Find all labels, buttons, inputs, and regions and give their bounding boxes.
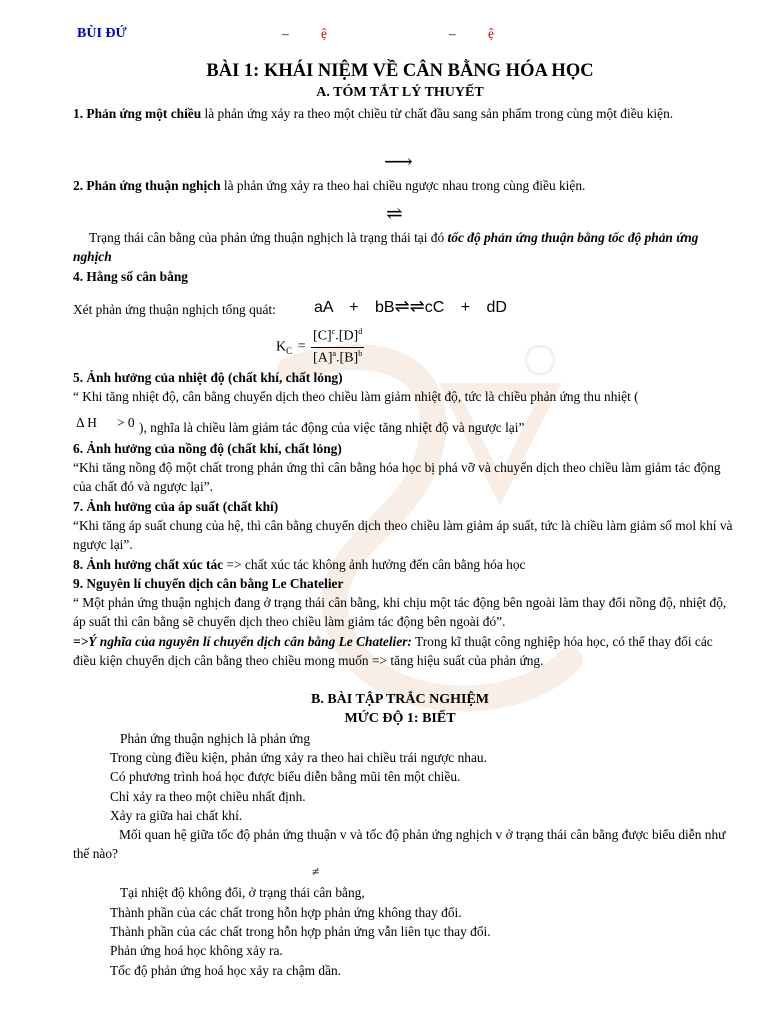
text-5-line-2: ), nghĩa là chiều làm giảm tác động của việc tăng nhiệt độ và ngược lại” (139, 420, 525, 435)
header-mark-1: ệ (321, 26, 327, 41)
header-dash-2: – (449, 26, 456, 41)
text-5-line-1: “ Khi tăng nhiệt độ, cân bằng chuyển dịch theo chiều làm giảm nhiệt độ, tức là chiều phản ứng thu nhiệt ( (73, 389, 639, 404)
question-1-option-d: Xảy ra giữa hai chất khí. (110, 808, 243, 823)
question-1-option-a: Trong cùng điều kiện, phản ứng xảy ra theo hai chiều trái ngược nhau. (110, 750, 487, 765)
reaction-arrow-icon: ⇌⇌ (394, 296, 425, 316)
reactant-a: aA (314, 299, 333, 316)
question-1-option-b: Có phương trình hoá học được biểu diễn bằng mũi tên một chiều. (110, 769, 461, 784)
heading-8: 8. Ảnh hưởng chất xúc tác (73, 557, 224, 572)
paragraph-3 (73, 228, 733, 266)
header-dash-1: – (282, 26, 289, 41)
kc-denominator (311, 348, 364, 369)
kc-equals: = (297, 339, 306, 355)
header-author: BÙI ĐỨ (77, 26, 127, 41)
meaning-label: =>Ý nghĩa của nguyên lí chuyển dịch cân bằng Le Chatelier: (73, 634, 412, 649)
section-a-heading: A. TÓM TẮT LÝ THUYẾT (316, 85, 484, 100)
question-2-stem: Mối quan hệ giữa tốc độ phản ứng thuận v và tốc độ phản ứng nghịch v ở trạng thái cân bằng được biểu diễn như thế nào? (73, 827, 726, 862)
text-7: “Khi tăng áp suất chung của hệ, thì cân bằng chuyển dịch theo chiều làm giảm áp suất, tức là chiều làm giảm số mol khí và ngược lại”. (73, 518, 733, 553)
reversible-arrow-icon: ⇌ (386, 203, 403, 225)
kc-num-d-exp: d (358, 327, 363, 336)
kc-den-a: [A] (313, 350, 333, 366)
text-one-way: là phản ứng xảy ra theo một chiều từ chất đầu sang sản phẩm trong cùng một điều kiện. (201, 106, 674, 121)
question-2-option-4: Phản ứng hoá học không xảy ra. (110, 943, 283, 958)
meaning-text: Trong kĩ thuật công nghiệp hóa học, có thể thay đổi các điều kiện chuyển dịch cân bằng theo chiều mong muốn => tăng hiệu suất của phản ứng. (73, 634, 713, 669)
section-b-heading: B. BÀI TẬP TRẮC NGHIỆM (310, 692, 489, 707)
term-one-way: 1. Phản ứng một chiều (73, 106, 202, 121)
kc-numerator (311, 326, 364, 348)
page-title: BÀI 1: KHÁI NIỆM VỀ CÂN BẰNG HÓA HỌC (206, 61, 594, 81)
question-2-option-3: Thành phần của các chất trong hỗn hợp phản ứng vẫn liên tục thay đổi. (110, 924, 491, 939)
heading-6: 6. Ảnh hưởng của nồng độ (chất khí, chất lỏng) (73, 441, 342, 456)
paragraph-1 (73, 104, 733, 123)
text-9: “ Một phản ứng thuận nghịch đang ở trạng thái cân bằng, khi chịu một tác động bên ngoài làm thay đổi nồng độ, nhiệt độ, áp suất thì cân bằng sẽ chuyển dịch theo chiều làm giảm tác động bên ngoài đó”. (73, 595, 727, 630)
plus-2: + (460, 299, 471, 316)
text-equilibrium-emph: tốc độ phản ứng thuận bằng tốc độ phản ứng nghịch (73, 230, 699, 265)
term-reversible: 2. Phản ứng thuận nghịch (73, 178, 221, 193)
reactant-b: bB (374, 299, 395, 316)
text-6: “Khi tăng nồng độ một chất trong phản ứng thì cân bằng hóa học bị phá vỡ và chuyển dịch theo chiều làm giảm tác động của chất đó và ngược lại”. (73, 460, 721, 495)
question-1-stem: Phản ứng thuận nghịch là phản ứng (120, 731, 311, 746)
delta-h-positive: > 0 (117, 415, 135, 430)
question-2-option-2: Thành phần của các chất trong hỗn hợp phản ứng không thay đổi. (110, 905, 462, 920)
text-equilibrium: Trạng thái cân bằng của phản ứng thuận nghịch là trạng thái tại đó (89, 230, 448, 245)
heading-7: 7. Ảnh hưởng của áp suất (chất khí) (73, 499, 279, 514)
level-heading: MỨC ĐỘ 1: BIẾT (344, 711, 456, 726)
text-8: => chất xúc tác không ảnh hưởng đến cân bằng hóa học (223, 557, 526, 572)
kc-subscript: C (286, 346, 293, 357)
one-way-arrow-icon: ⟶ (384, 151, 413, 173)
not-equal-icon: ≠ (312, 864, 320, 879)
kc-den-b: .[B] (336, 350, 359, 366)
header-mark-2: ệ (488, 26, 494, 41)
question-2-option-5: Tốc độ phản ứng hoá học xảy ra chậm dần. (110, 963, 342, 978)
question-1-option-c: Chỉ xảy ra theo một chiều nhất định. (110, 789, 306, 804)
paragraph-2 (73, 176, 733, 195)
heading-5: 5. Ảnh hưởng của nhiệt độ (chất khí, chất lỏng) (73, 370, 343, 385)
product-d: dD (486, 299, 507, 316)
kc-symbol: K (276, 339, 287, 355)
kc-den-b-exp: b (358, 348, 363, 358)
kc-num-c: [C] (313, 328, 332, 344)
product-c: cC (424, 299, 445, 316)
plus-1: + (349, 299, 359, 316)
question-2-option-1: Tại nhiệt độ không đổi, ở trạng thái cân bằng, (120, 885, 365, 900)
paragraph-9-meaning (73, 632, 733, 670)
paragraph-8 (73, 555, 733, 574)
kc-fraction (311, 326, 364, 368)
kc-num-c-exp: c (331, 327, 336, 336)
kc-formula (276, 326, 364, 368)
text-reversible: là phản ứng xảy ra theo hai chiều ngược nhau trong cùng điều kiện. (220, 178, 586, 193)
heading-9: 9. Nguyên lí chuyển dịch cân bằng Le Chatelier (73, 576, 344, 591)
delta-h: Δ H (76, 415, 97, 430)
heading-4: 4. Hằng số cân bằng (73, 269, 188, 284)
kc-den-a-exp: a (332, 348, 337, 358)
kc-num-d: .[D] (335, 328, 359, 344)
general-reaction (314, 294, 507, 320)
intro-reaction: Xét phản ứng thuận nghịch tổng quát: (73, 302, 276, 317)
